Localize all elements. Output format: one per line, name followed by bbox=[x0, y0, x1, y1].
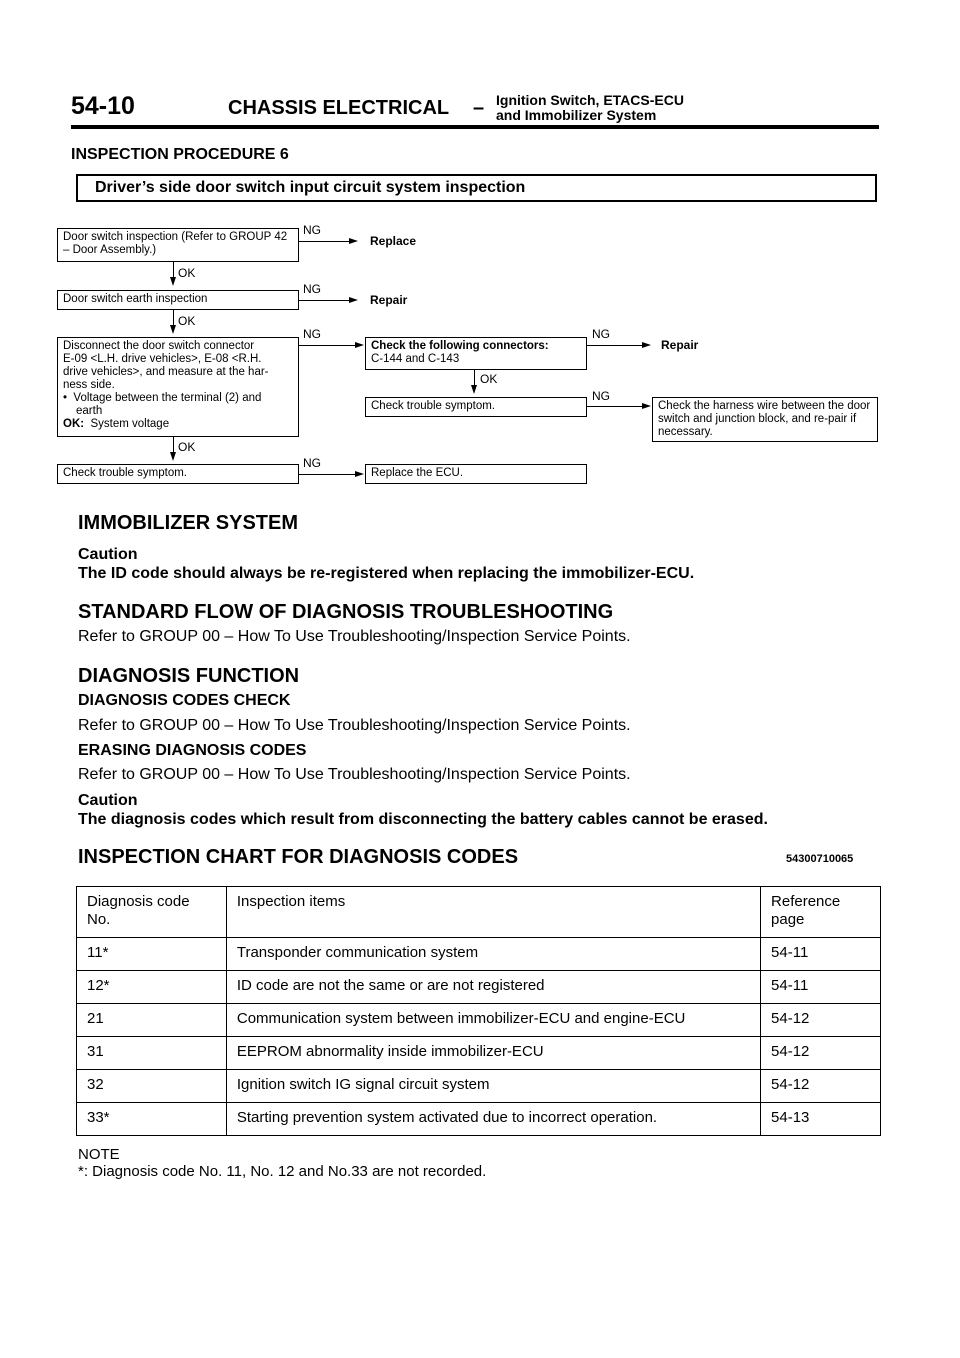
flow-bullet-line: • Voltage between the terminal (2) and bbox=[63, 392, 262, 404]
caution-label: Caution bbox=[78, 792, 138, 809]
arrow-right-icon bbox=[349, 297, 358, 303]
flow-ng-label: NG bbox=[303, 327, 321, 341]
arrow-down-icon bbox=[170, 277, 176, 286]
table-cell: Ignition switch IG signal circuit system bbox=[226, 1070, 760, 1103]
flow-connector bbox=[173, 437, 174, 452]
flow-step-door-switch-inspection: Door switch inspection (Refer to GROUP 42 – Door Assembly.) bbox=[57, 228, 299, 262]
flow-action-repair: Repair bbox=[370, 293, 408, 307]
note-heading: NOTE bbox=[78, 1146, 120, 1163]
table-row bbox=[77, 1070, 881, 1103]
arrow-right-icon bbox=[642, 342, 651, 348]
table-row bbox=[77, 938, 881, 971]
caution-text: The diagnosis codes which result from disconnecting the battery cables cannot be erased. bbox=[78, 811, 768, 828]
flow-text-line: ness side. bbox=[63, 379, 115, 391]
flow-connector bbox=[299, 474, 355, 475]
table-cell: 21 bbox=[77, 1004, 227, 1037]
flow-step-check-trouble-symptom: Check trouble symptom. bbox=[57, 464, 299, 484]
page-number: 54-10 bbox=[71, 92, 135, 120]
table-row bbox=[77, 1103, 881, 1136]
diagnosis-codes-table bbox=[76, 886, 881, 1136]
table-cell: Starting prevention system activated due to incorrect operation. bbox=[226, 1103, 760, 1136]
flow-step-check-trouble-symptom: Check trouble symptom. bbox=[365, 397, 587, 417]
flow-connector bbox=[173, 310, 174, 325]
immobilizer-heading: IMMOBILIZER SYSTEM bbox=[78, 512, 298, 534]
table-cell: 54-11 bbox=[761, 938, 881, 971]
caution-text: The ID code should always be re-registered when replacing the immobilizer-ECU. bbox=[78, 565, 695, 582]
table-cell: 31 bbox=[77, 1037, 227, 1070]
flow-connector bbox=[299, 241, 349, 242]
flow-ok-label: OK bbox=[178, 440, 196, 454]
flow-ok-spec: OK: System voltage bbox=[63, 418, 170, 430]
flow-connector bbox=[173, 262, 174, 277]
procedure-title: INSPECTION PROCEDURE 6 bbox=[71, 146, 289, 163]
codes-check-heading: DIAGNOSIS CODES CHECK bbox=[78, 692, 291, 709]
caution-label: Caution bbox=[78, 546, 138, 563]
flow-ng-label: NG bbox=[303, 223, 321, 237]
table-cell: Communication system between immobilizer-ECU and engine-ECU bbox=[226, 1004, 760, 1037]
flow-connector bbox=[474, 370, 475, 385]
flow-step-check-harness: Check the harness wire between the door switch and junction block, and re-pair if necessary. bbox=[652, 397, 878, 442]
document-number: 54300710065 bbox=[786, 853, 854, 865]
flow-connector bbox=[587, 345, 642, 346]
arrow-down-icon bbox=[170, 325, 176, 334]
bullet-icon: • bbox=[63, 392, 68, 404]
flow-text-line: drive vehicles>, and measure at the har- bbox=[63, 366, 269, 378]
arrow-down-icon bbox=[471, 385, 477, 394]
table-row bbox=[77, 1004, 881, 1037]
table-row bbox=[77, 971, 881, 1004]
table-cell: 12* bbox=[77, 971, 227, 1004]
table-cell: EEPROM abnormality inside immobilizer-ECU bbox=[226, 1037, 760, 1070]
flow-ng-label: NG bbox=[303, 282, 321, 296]
table-cell: 54-11 bbox=[761, 971, 881, 1004]
flow-text-line: Disconnect the door switch connector bbox=[63, 340, 255, 352]
table-row bbox=[77, 1037, 881, 1070]
table-cell: 11* bbox=[77, 938, 227, 971]
flow-connector bbox=[299, 345, 355, 346]
table-header-cell: Reference page bbox=[761, 887, 881, 938]
arrow-right-icon bbox=[355, 471, 364, 477]
table-cell: 33* bbox=[77, 1103, 227, 1136]
table-cell: 54-12 bbox=[761, 1070, 881, 1103]
standard-flow-heading: STANDARD FLOW OF DIAGNOSIS TROUBLESHOOTING bbox=[78, 601, 614, 623]
flow-connector bbox=[587, 406, 642, 407]
table-cell: 32 bbox=[77, 1070, 227, 1103]
flow-text-line: C-144 and C-143 bbox=[371, 353, 460, 365]
flow-step-disconnect-measure bbox=[57, 337, 299, 437]
arrow-down-icon bbox=[170, 452, 176, 461]
procedure-banner: Driver’s side door switch input circuit system inspection bbox=[76, 174, 877, 202]
header-rule bbox=[71, 125, 879, 129]
arrow-right-icon bbox=[642, 403, 651, 409]
table-header-cell: Inspection items bbox=[226, 887, 760, 938]
flow-ok-label: OK bbox=[178, 266, 196, 280]
table-cell: 54-13 bbox=[761, 1103, 881, 1136]
flow-step-check-connectors bbox=[365, 337, 587, 370]
subtitle-line-1: Ignition Switch, ETACS-ECU bbox=[496, 92, 684, 108]
flow-ng-label: NG bbox=[592, 389, 610, 403]
codes-check-text: Refer to GROUP 00 – How To Use Troubleshooting/Inspection Service Points. bbox=[78, 717, 631, 734]
erase-codes-heading: ERASING DIAGNOSIS CODES bbox=[78, 742, 307, 759]
diagnosis-function-heading: DIAGNOSIS FUNCTION bbox=[78, 665, 300, 687]
flow-step-replace-ecu: Replace the ECU. bbox=[365, 464, 587, 484]
table-cell: 54-12 bbox=[761, 1004, 881, 1037]
arrow-right-icon bbox=[355, 342, 364, 348]
table-header-cell: Diagnosis code No. bbox=[77, 887, 227, 938]
flow-ok-label: OK bbox=[178, 314, 196, 328]
flow-text-line: Check the following connectors: bbox=[371, 340, 549, 352]
flow-text-line: E-09 <L.H. drive vehicles>, E-08 <R.H. bbox=[63, 353, 262, 365]
table-cell: ID code are not the same or are not registered bbox=[226, 971, 760, 1004]
table-header-row bbox=[77, 887, 881, 938]
inspection-chart-heading: INSPECTION CHART FOR DIAGNOSIS CODES bbox=[78, 846, 519, 868]
note-text: *: Diagnosis code No. 11, No. 12 and No.33 are not recorded. bbox=[78, 1163, 487, 1180]
flow-action-replace: Replace bbox=[370, 234, 417, 248]
flow-action-repair: Repair bbox=[661, 338, 699, 352]
flow-ok-label: OK bbox=[480, 372, 498, 386]
title-dash: – bbox=[473, 97, 485, 119]
flow-ng-label: NG bbox=[303, 456, 321, 470]
flow-ng-label: NG bbox=[592, 327, 610, 341]
erase-codes-text: Refer to GROUP 00 – How To Use Troubleshooting/Inspection Service Points. bbox=[78, 766, 631, 783]
table-cell: Transponder communication system bbox=[226, 938, 760, 971]
section-subtitle bbox=[496, 93, 684, 123]
standard-flow-text: Refer to GROUP 00 – How To Use Troubleshooting/Inspection Service Points. bbox=[78, 628, 631, 645]
flow-text-line: earth bbox=[76, 405, 103, 417]
subtitle-line-2: and Immobilizer System bbox=[496, 107, 657, 123]
arrow-right-icon bbox=[349, 238, 358, 244]
section-title: CHASSIS ELECTRICAL bbox=[228, 97, 450, 119]
table-cell: 54-12 bbox=[761, 1037, 881, 1070]
flow-step-earth-inspection: Door switch earth inspection bbox=[57, 290, 299, 310]
flow-connector bbox=[299, 300, 349, 301]
